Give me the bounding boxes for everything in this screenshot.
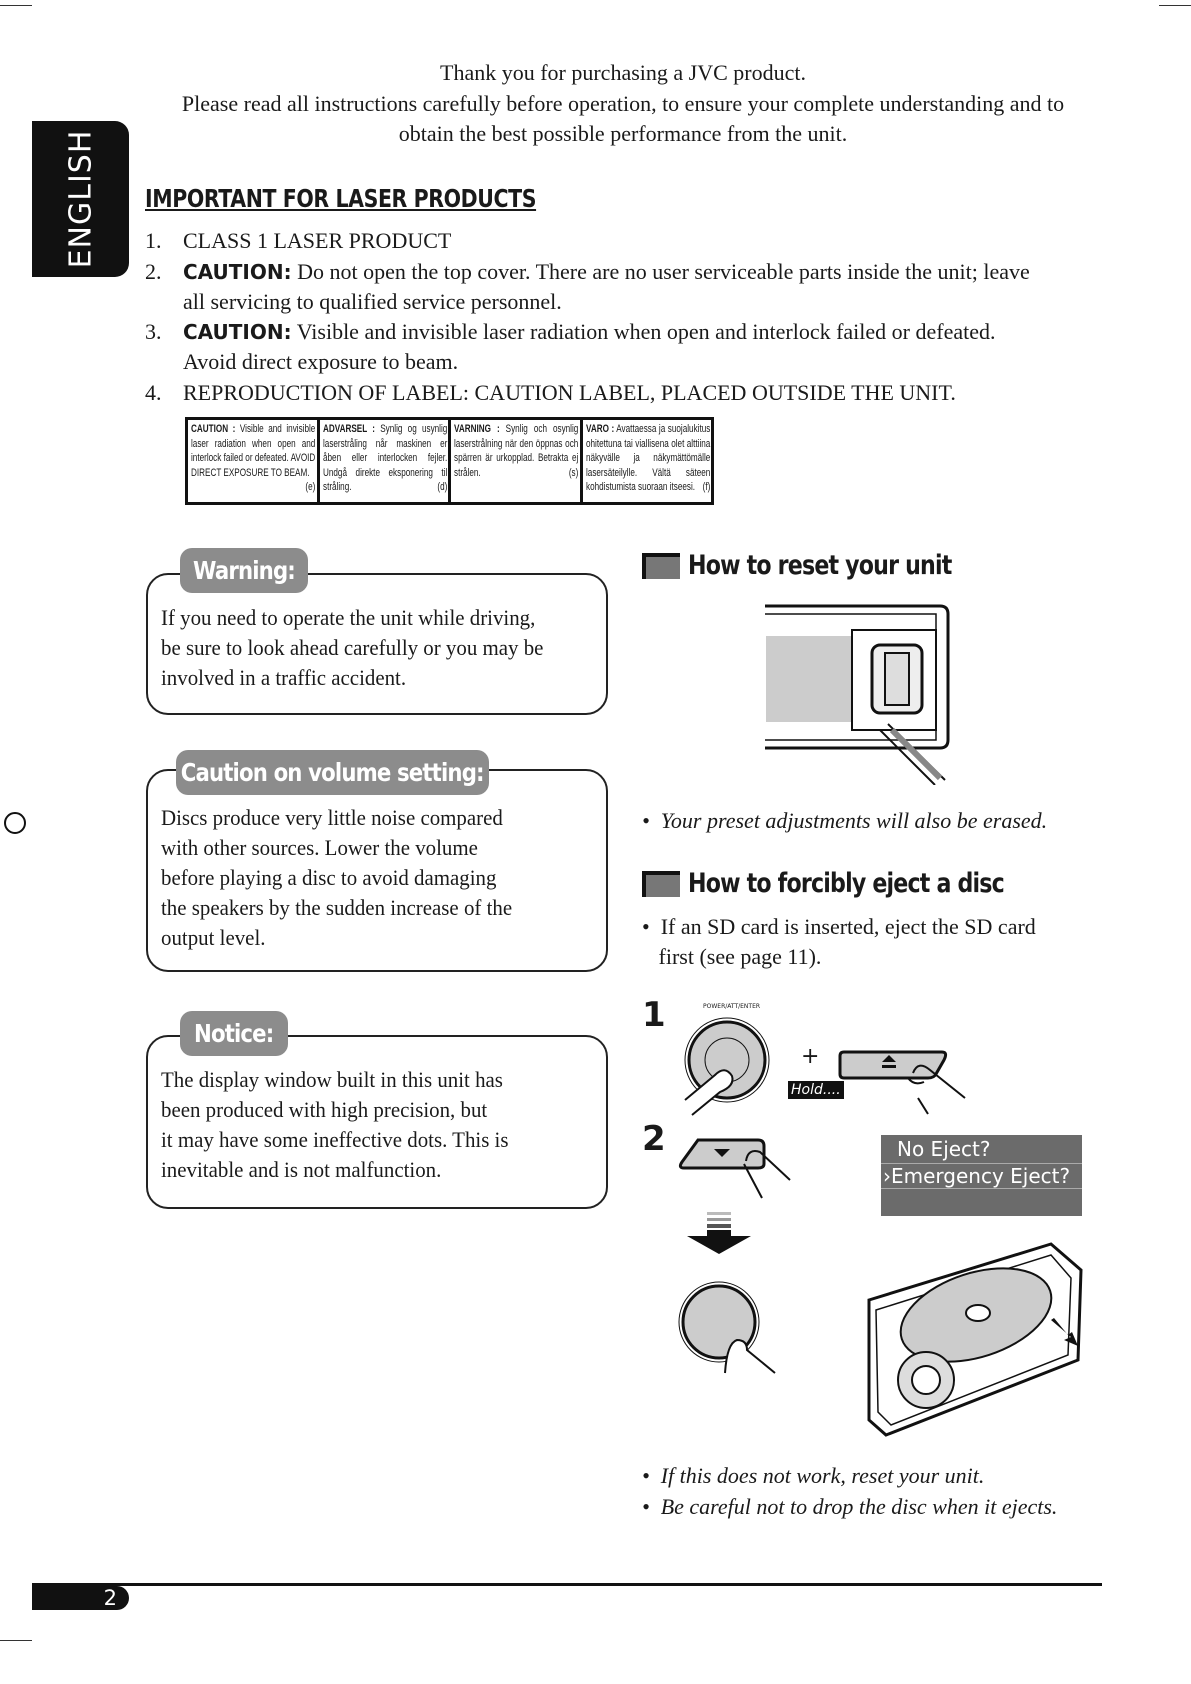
intro-line-3: obtain the best possible performance from the unit. xyxy=(398,121,848,146)
language-tab xyxy=(32,121,129,277)
power-knob-icon xyxy=(680,1010,790,1120)
eject-sd-note: • If an SD card is inserted, eject the SD card first (see page 11). xyxy=(642,914,1036,969)
eject-note-2: • Be careful not to drop the disc when it ejects. xyxy=(642,1494,1058,1519)
section-marker-icon xyxy=(642,871,680,897)
section-marker-icon xyxy=(642,553,680,579)
disc-ejecting-illustration xyxy=(866,1240,1091,1440)
caution-title: Caution on volume setting: xyxy=(176,750,489,795)
item-caution: CAUTION: xyxy=(183,260,292,284)
notice-line: inevitable and is not malfunction. xyxy=(161,1157,442,1182)
display-no-eject: No Eject? xyxy=(897,1137,991,1161)
laser-item-2 xyxy=(145,257,1145,317)
reset-heading: How to reset your unit xyxy=(642,550,1009,581)
intro-line-1: Thank you for purchasing a JVC product. xyxy=(440,60,806,85)
item-text: Visible and invisible laser radiation when open and interlock failed or defeated. xyxy=(291,319,996,344)
laser-heading: IMPORTANT FOR LASER PRODUCTS xyxy=(145,184,537,213)
hold-label: Hold.... xyxy=(788,1081,844,1099)
item-text: Do not open the top cover. There are no user serviceable parts inside the unit; leave xyxy=(291,259,1030,284)
caution-box xyxy=(146,769,608,972)
caution-line: the speakers by the sudden increase of the xyxy=(161,895,513,920)
caution-line: with other sources. Lower the volume xyxy=(161,835,478,860)
item-number: 2. xyxy=(145,259,162,284)
down-button-icon xyxy=(678,1136,798,1211)
item-number: 3. xyxy=(145,319,162,344)
reset-unit-illustration xyxy=(760,600,960,785)
item-number: 1. xyxy=(145,228,162,253)
label-cell-sv: VARNING : Synlig och osynlig laserstrålning när den öppnas och spärren är urkopplad. Betrakta ej strålen. (s) xyxy=(451,420,583,502)
knob-label: POWER/ATT/ENTER xyxy=(703,1003,761,1010)
notice-line: been produced with high precision, but xyxy=(161,1097,488,1122)
caution-line: before playing a disc to avoid damaging xyxy=(161,865,497,890)
eject-heading: How to forcibly eject a disc xyxy=(642,868,1073,899)
eject-note-1: • If this does not work, reset your unit. xyxy=(642,1463,985,1488)
item-text: REPRODUCTION OF LABEL: CAUTION LABEL, PLACED OUTSIDE THE UNIT. xyxy=(183,380,956,405)
crop-mark xyxy=(0,5,32,6)
item-cont: Avoid direct exposure to beam. xyxy=(183,349,459,374)
warning-line: be sure to look ahead carefully or you may be xyxy=(161,635,544,660)
warning-title: Warning: xyxy=(180,548,308,593)
warning-line: involved in a traffic accident. xyxy=(161,665,407,690)
caution-label xyxy=(185,417,714,505)
notice-box xyxy=(146,1035,608,1209)
display-emergency-eject: ›Emergency Eject? xyxy=(881,1163,1082,1189)
notice-title: Notice: xyxy=(180,1011,288,1056)
laser-item-1 xyxy=(145,226,1145,256)
label-cell-fi: VARO : Avattaessa ja suojalukitus ohitettuna tai viallisena olet alttiina näkyvälle ja näkymättömälle lasersäteilylle. Vältä säteen kohdistumista suoraan itseesi. (f) xyxy=(585,423,710,493)
warning-line: If you need to operate the unit while driving, xyxy=(161,605,536,630)
notice-line: it may have some ineffective dots. This is xyxy=(161,1127,509,1152)
item-text: CLASS 1 LASER PRODUCT xyxy=(183,228,452,253)
registration-mark-icon xyxy=(4,812,26,834)
step-1-number: 1 xyxy=(642,995,666,1035)
laser-item-4 xyxy=(145,378,1145,408)
language-tab-label: ENGLISH xyxy=(63,129,98,269)
crop-mark xyxy=(0,1640,32,1641)
item-number: 4. xyxy=(145,380,162,405)
laser-item-3 xyxy=(145,317,1145,377)
crop-mark xyxy=(1159,5,1191,6)
warning-box xyxy=(146,573,608,715)
item-caution: CAUTION: xyxy=(183,320,292,344)
step-2-number: 2 xyxy=(642,1119,666,1159)
power-knob-icon xyxy=(675,1278,785,1378)
emergency-eject-display xyxy=(881,1135,1082,1216)
item-cont: all servicing to qualified service personnel. xyxy=(183,289,562,314)
reset-note: • Your preset adjustments will also be erased. xyxy=(642,808,1048,833)
intro-line-2: Please read all instructions carefully before operation, to ensure your complete understanding and to xyxy=(181,91,1065,116)
label-cell-en: CAUTION : Visible and invisible laser radiation when open and interlock failed or defeated. AVOID DIRECT EXPOSURE TO BEAM. (e) xyxy=(188,420,320,502)
down-arrow-icon xyxy=(687,1212,751,1254)
page-number: 2 xyxy=(32,1586,129,1610)
caution-line: output level. xyxy=(161,925,266,950)
eject-button-icon xyxy=(838,1048,973,1123)
label-cell-da: ADVARSEL : Synlig og usynlig laserstråling når maskinen er åben eller interlocken fejler. Undgå direkte eksponering til stråling. (d) xyxy=(320,420,452,502)
footer-rule xyxy=(32,1583,1102,1586)
notice-line: The display window built in this unit has xyxy=(161,1067,503,1092)
caution-line: Discs produce very little noise compared xyxy=(161,805,503,830)
plus-sign: + xyxy=(801,1044,820,1069)
